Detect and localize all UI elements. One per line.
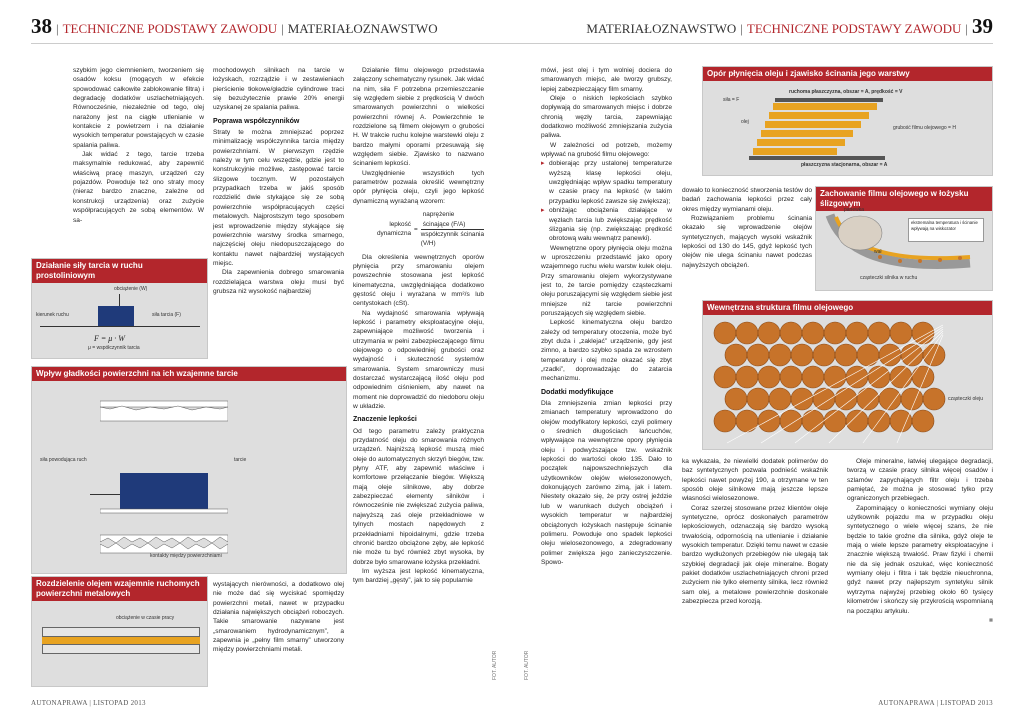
direction-label: kierunek ruchu: [36, 312, 69, 318]
oil-particle: [890, 366, 912, 388]
oil-particle: [868, 366, 890, 388]
note-box: ekstremalna temperatura i ścinanie wpływają na wiskozator: [908, 218, 984, 242]
moving-plane-label: ruchoma płaszczyzna, obszar = A, prędkość = V: [789, 89, 903, 95]
list-item: ▸ obniżając obciążenia działające w węzłach tarcia lub zwiększając prędkość ślizgania się (np. zwiększając prędkość obrotową wału wewnątrz panewki).: [541, 206, 672, 243]
oil-particle: [879, 344, 901, 366]
figure-title: Zachowanie filmu olejowego w łożysku ślizgowym: [816, 187, 992, 211]
oil-particle: [835, 344, 857, 366]
force-arrow: [90, 494, 120, 495]
oil-particle: [714, 322, 736, 344]
paragraph: Od tego parametru zależy praktyczna przydatność oleju do smarowania różnych urządzeń. Najniższą lepkość muszą mieć oleje do automatycznych skrzyń biegów, tzw. płyny ATF, aby zapewnić właściwe i komfortowe przełączanie biegów. Większą mają oleje silnikowe, aby dobrze zabezpieczać elementy silników i równocześnie nie zwiększać zużycia paliwa, najwyższą zaś oleje przekładniowe w tylnych mostach napędowych z przekładniami hipoidalnymi, gdzie trzeba chronić bardzo obciążone zęby, ale lepkość nie może tu być również zbyt wysoka, by dobrze było smarowane łożyska przekładni.: [353, 427, 484, 566]
upper-metal: [42, 627, 200, 637]
figure-title: Rozdzielenie olejem wzajemnie ruchomych powierzchni metalowych: [32, 577, 207, 601]
right-section-title: TECHNICZNE PODSTAWY ZAWODU: [746, 21, 962, 36]
figure-friction-box: [31, 258, 208, 359]
oil-particles-diagram: [707, 317, 990, 449]
formula-fraction: [421, 210, 484, 248]
oil-layer: [757, 139, 845, 146]
column-7: [847, 457, 993, 690]
paragraph: Oleje mineralne, łatwiej ulegające degradacji, tworzą w czasie pracy silnika więcej osadów i szlamów zapychających filtr oleju i trzeba pamiętać, że można je stosować tylko przy ograniczonych przebiegach.: [847, 458, 993, 503]
oil-particle: [912, 322, 934, 344]
oil-particle: [725, 344, 747, 366]
right-page-header: [586, 14, 993, 38]
oil-particle: [714, 366, 736, 388]
section-heading: Znaczenie lepkości: [353, 416, 417, 424]
oil-label: olej: [741, 119, 749, 125]
paragraph: mówi, jest olej i tym wolniej dociera do smarowanych miejsc, ale tworzy grubszy, lepiej zabezpieczający film smarny.: [541, 67, 672, 93]
header-separator: |: [965, 21, 968, 36]
oil-particle: [813, 388, 835, 410]
figure-separation-box: [31, 576, 208, 687]
smoothness-diagram: [100, 395, 228, 565]
oil-particle: [802, 366, 824, 388]
column-2b: [213, 580, 344, 690]
end-mark: ■: [989, 616, 993, 624]
section-heading: Dodatki modyfikujące: [541, 388, 614, 396]
left-subject-title: MATERIAŁOZNAWSTWO: [287, 21, 438, 36]
oil-particle: [769, 344, 791, 366]
header-rule: [31, 43, 993, 44]
oil-particle: [780, 366, 802, 388]
sliding-block: [98, 306, 134, 326]
oil-particle: [824, 322, 846, 344]
column-2: [213, 66, 344, 346]
oil-particle: [890, 410, 912, 432]
oil-particle: [868, 322, 890, 344]
figure-title: Wpływ gładkości powierzchni na ich wzajemne tarcie: [32, 367, 346, 381]
oil-particle: [912, 366, 934, 388]
header-separator: |: [740, 21, 743, 36]
figure-bearing-box: [815, 186, 993, 291]
oil-particle: [901, 388, 923, 410]
right-footer: AUTONAPRAWA | LISTOPAD 2013: [878, 699, 993, 707]
paragraph: Oleje o niskich lepkościach szybko dopływają do smarowanych miejsc i dobrze chronią węzły tarcia, zapewniając dodatkowo możliwość zmniejszania zużycia paliwa.: [541, 95, 672, 140]
force-label: siła = F: [723, 97, 740, 103]
oil-particle: [846, 410, 868, 432]
oil-particle: [835, 388, 857, 410]
bullet-list: [541, 159, 672, 243]
oil-particle: [791, 388, 813, 410]
oil-particle: [769, 388, 791, 410]
oil-particle: [824, 410, 846, 432]
paragraph: ka wykazała, że niewielki dodatek polimerów do baz syntetycznych pozwala podnieść wskaźnik lepkości nawet powyżej 190, a otrzymane w ten sposób oleje silnikowe mają jeszcze lepsze własności wielosezonowe.: [682, 458, 828, 503]
oil-particle: [736, 322, 758, 344]
formula-lhs: lepkość dynamiczna: [377, 221, 412, 238]
figure-shear-box: [702, 66, 993, 176]
left-section-title: TECHNICZNE PODSTAWY ZAWODU: [62, 21, 278, 36]
formula-eq: =: [414, 225, 418, 233]
figure-smoothness-box: [31, 366, 347, 574]
oil-particle: [747, 388, 769, 410]
photo-credit: FOT. AUTOR: [492, 650, 498, 680]
paragraph: Straty te można zmniejszać poprzez minimalizację współczynnika tarcia między powierzchniami. W pierwszym rzędzie należy w tym celu wszędzie, gdzie jest to konstrukcyjnie możliwe, zastępować tarcie ślizgowe tocznym. W pozostałych przypadkach trzeba w jakiś sposób rozdzielić dwie stykające się ze sobą powierzchnie współpracujących części metalowych. Najprostszym tego sposobem jest wprowadzenie między stykające się powierzchnie warstwy środka smarnego, najczęściej oleju niedopuszczającego do kontaktu nawet najbardziej wystających miejsc.: [213, 129, 344, 267]
sleeve-label: panewka: [844, 207, 865, 213]
load-arrow: [119, 294, 120, 306]
column-1: [73, 66, 204, 252]
figure-title: Działanie siły tarcia w ruchu prostoliniowym: [32, 259, 207, 283]
load-label: obciążenie (W): [114, 286, 148, 292]
paragraph: Rozwiązaniem problemu ścinania okazało się wprowadzenie olejów syntetycznych, mających wysoki wskaźnik lepkości od 130 do 145, gdyż lepkość tych olejów nie ulega ścinaniu nawet podczas najwyższych obciążeń.: [682, 215, 812, 269]
oil-particle: [802, 322, 824, 344]
paragraph: Na wydajność smarowania wpływają lepkość i parametry eksploatacyjne oleju, zapewniające możliwość tworzenia i utrzymania w pełni zabezpieczającego filmu olejowego o odpowiedniej grubości oraz wydajność i skuteczność systemów smarowania. System smarowniczy musi dostarczać wystarczającą ilość oleju pod odpowiednim ciśnieniem, aby nawet na moment nie doprowadzić do niedoboru oleju w układzie.: [353, 309, 484, 411]
oil-particle: [857, 388, 879, 410]
oil-layer: [769, 112, 869, 119]
oil-layer: [765, 121, 861, 128]
particles-label: cząsteczki silnika w ruchu: [860, 275, 918, 281]
left-footer: AUTONAPRAWA | LISTOPAD 2013: [31, 699, 146, 707]
figure-title: Wewnętrzna struktura filmu olejowego: [703, 301, 992, 315]
oil-layer: [753, 148, 837, 155]
figure-structure-box: [702, 300, 993, 450]
figure-title: Opór płynięcia oleju i zjawisko ścinania jego warstwy: [703, 67, 992, 81]
photo-credit: FOT. AUTOR: [524, 650, 530, 680]
header-separator: |: [56, 21, 59, 36]
thickness-label: grubość filmu olejowego = H: [893, 125, 956, 131]
friction-label: tarcie: [234, 457, 247, 463]
oil-particle: [857, 344, 879, 366]
oil-particle: [923, 388, 945, 410]
right-page-number: 39: [972, 14, 993, 38]
paragraph: szybkim jego ciemnieniem, tworzeniem się osadów koksu (mogących w efekcie spowodować całkowite zablokowanie filtra) i degradację dodatków uszlachetniających. Równocześnie, niezależnie od tego, olej narażony jest na ciągłe utlenianie w kontakcie z powietrzem i na działanie wysokich temperatur powstających w czasie spalania paliwa.: [73, 67, 204, 149]
oil-particle: [813, 344, 835, 366]
paragraph: Wewnętrzne opory płynięcia oleju można w uproszczeniu przedstawić jako opory wzajemnego ruchu wielu warstw kulek oleju. Przy smarowaniu olejem wykorzystywane jest to, że tarcie pomiędzy cząsteczkami oleju poruszającymi się względem siebie jest mniejsze niż tarcie powierzchni poruszających się względem siebie.: [541, 244, 672, 317]
paragraph: Uwzględnienie wszystkich tych parametrów pozwala określić wewnętrzny opór płynięcia oleju, czyli jego lepkość dynamiczną wyrażaną wzorem:: [353, 169, 484, 205]
oil-film: [42, 637, 200, 644]
surface-line: [40, 326, 200, 327]
paragraph: wystających nierówności, a dodatkowo olej nie może dać się wyciskać spomiędzy powierzchni metali, nawet w przypadku działania największych obciążeń roboczych. Takie smarowanie nazywane jest „smarowaniem hydrodynamicznym”, a zapewnia je „pełny film smarny” utworzony między powierzchniami metali.: [213, 581, 344, 654]
paragraph: Dla określenia wewnętrznych oporów płynięcia przy smarowaniu olejem powszechnie stosowana jest lepkość kinematyczna, uwzględniająca dodatkowo gęstość oleju i wyrażana w mm²/s lub centystokach (cSt).: [353, 253, 484, 308]
load-label: obciążenie w czasie pracy: [116, 615, 175, 621]
mu-label: μ = współczynnik tarcia: [88, 345, 140, 351]
right-subject-title: MATERIAŁOZNAWSTWO: [586, 21, 737, 36]
friction-formula: F = μ · W: [94, 334, 125, 343]
paragraph: Zapominający o konieczności wymiany oleju użytkownik pojazdu ma w przypadku oleju syntetycznego o wiele więcej szans, że nie będzie to takie groźne dla silnika, gdyż oleje te mają o wiele lepsze parametry eksploatacyjne i znacznie większą trwałość. Praw fizyki i chemii nie da się jednak oszukać, więc konieczność wymiany oleju i filtra i tak będzie nieuchronna, gdyż nawet przy najlepszym syntetyku silnik wytrzyma najwyżej przebieg około 60 tysięcy kilometrów i skończy się przykrością wspomnianą na początku artykułu.: [847, 504, 993, 615]
oil-particle: [846, 322, 868, 344]
oil-particle: [725, 388, 747, 410]
oil-particle: [912, 410, 934, 432]
column-6: [682, 457, 828, 690]
friction-label: siła tarcia (F): [152, 312, 181, 318]
column-4: [541, 66, 672, 690]
paragraph: Jak widać z tego, tarcie trzeba maksymalnie redukować, aby zapewnić właściwą pracę maszyn, urządzeń czy pojazdów. Powoduje też ono straty mocy (nieraz bardzo znaczne, zależne od konstrukcji urządzenia) oraz zużycie współpracujących ze sobą elementów. W sa-: [73, 151, 204, 224]
oil-layer: [761, 130, 853, 137]
oil-layer: [773, 103, 877, 110]
oil-particle: [747, 344, 769, 366]
oil-particle: [758, 410, 780, 432]
force-label: siła powodująca ruch: [40, 457, 87, 463]
left-page-number: 38: [31, 14, 52, 38]
header-separator: |: [281, 21, 284, 36]
paragraph: Im wyższa jest lepkość kinematyczna, tym bardziej „gęsty”, jak to się popularnie: [353, 567, 484, 585]
oil-particle: [780, 322, 802, 344]
paragraph: Coraz szerzej stosowane przez klientów oleje syntetyczne, oprócz doskonałych parametrów lepkościowych, odznaczają się bardzo wysoką trwałością, odpornością na utlenianie i działanie wysokich temperatur. Dzięki temu nawet w czasie bardzo wydłużonych przebiegów nie ulegają tak szybkiej degradacji jak oleje mineralne. Bogaty pakiet dodatków uszlachetniających chroni przed zużyciem nie tylko elementy silnika, lecz również sam olej, a metalowe powierzchnie doskonale zabezpiecza przed korozją.: [682, 504, 828, 606]
oil-particle: [802, 410, 824, 432]
shaft-label: wał: [874, 249, 882, 255]
moving-plane: [775, 98, 883, 102]
oil-particle: [736, 366, 758, 388]
oil-particle: [714, 410, 736, 432]
formula-denominator: współczynnik ścinania (V/H): [420, 230, 484, 248]
particles-label: cząsteczki oleju: [948, 396, 984, 402]
paragraph: Dla zapewnienia dobrego smarowania rozdzielająca warstwa oleju musi być grubsza niż wysokość najbardziej: [213, 269, 344, 295]
oil-particle: [791, 344, 813, 366]
oil-particle: [879, 388, 901, 410]
contacts-label: kontakty między powierzchniami: [150, 553, 222, 559]
paragraph: Lepkość kinematyczna oleju bardzo zależy od temperatury otoczenia, może być zbyt duża i „zaklejać” urządzenie, gdy jest zimno, a bardzo szybko spada ze wzrostem temperatury i olej może okazać się zbyt „rzadki”, doprowadzając do zatarcia mechanizmu.: [541, 319, 672, 383]
stationary-plane-label: płaszczyzna stacjonarna, obszar = A: [801, 162, 888, 168]
column-3: [353, 66, 484, 690]
paragraph: W zależności od potrzeb, możemy wpływać na grubość filmu olejowego:: [541, 141, 672, 159]
left-page-header: [31, 14, 438, 38]
oil-particle: [758, 322, 780, 344]
list-item: ▸ dobierając przy ustalonej temperaturze wyższą klasę lepkości oleju, uwzględniając wpływ spadku temperatury w czasie pracy na lepkość (w takim przypadku lepkość zawsze się zwiększa);: [541, 159, 672, 206]
formula-numerator: naprężenie ścinające (F/A): [421, 210, 484, 230]
viscosity-formula: [377, 210, 484, 248]
oil-particle: [736, 410, 758, 432]
paragraph: Dla zmniejszenia zmian lepkości przy zmianach temperatury wprowadzono do olejów modyfikatory lepkości, czyli polimery o średnich długościach łańcuchów, wpływające na wewnętrzne opory płynięcia oleju i podwyższające tzw. wskaźnik lepkości do wartości około 135. Dało to początek najpowszechniejszych dla użytkowników olejów wielosezonowych, dokonujących zarówno zimą, jak i latem. Niestety okazało się, że przy ostrej jeździe lub w warunkach dużych obciążeń i wysokich temperatur w najbardziej obciążonych łożyskach następuje ścinanie polimeru. Powoduje ono spadek lepkości oleju wielosezonowego, a zdegradowany polimer zwiększa jego zanieczyszczenie. Spowo-: [541, 400, 672, 566]
oil-particle: [890, 322, 912, 344]
section-heading: Poprawa współczynników: [213, 117, 300, 125]
paragraph: Działanie filmu olejowego przedstawia załączony schematyczny rysunek. Jak widać na nim, siła F potrzebna przemieszczanie się względem siebie z prędkością V dwóch smarowanych powierzchni o wielkości powierzchni równej A. Powierzchnie te rozdzielone są filmem olejowym o grubości H. W trakcie ruchu kolejne warstewki oleju z bardzo małymi oporami przesuwają się względem siebie. Zjawisko to nazwano ścinaniem lepkości.: [353, 67, 484, 168]
oil-particle: [824, 366, 846, 388]
lower-metal: [42, 644, 200, 654]
stationary-plane: [749, 156, 885, 160]
oil-particle: [758, 366, 780, 388]
paragraph: mochodowych silnikach na tarcie w łożyskach, rozrządzie i w zestawieniach pierścienie tłokowe/gładzie cylindrowe traci się bezużytecznie prawie 20% energii uzyskanej ze spalania paliwa.: [213, 67, 344, 112]
column-5: [682, 186, 812, 291]
paragraph: dowało to konieczność stworzenia testów do badań zachowania lepkości przez cały okres między wymianami oleju.: [682, 187, 812, 213]
